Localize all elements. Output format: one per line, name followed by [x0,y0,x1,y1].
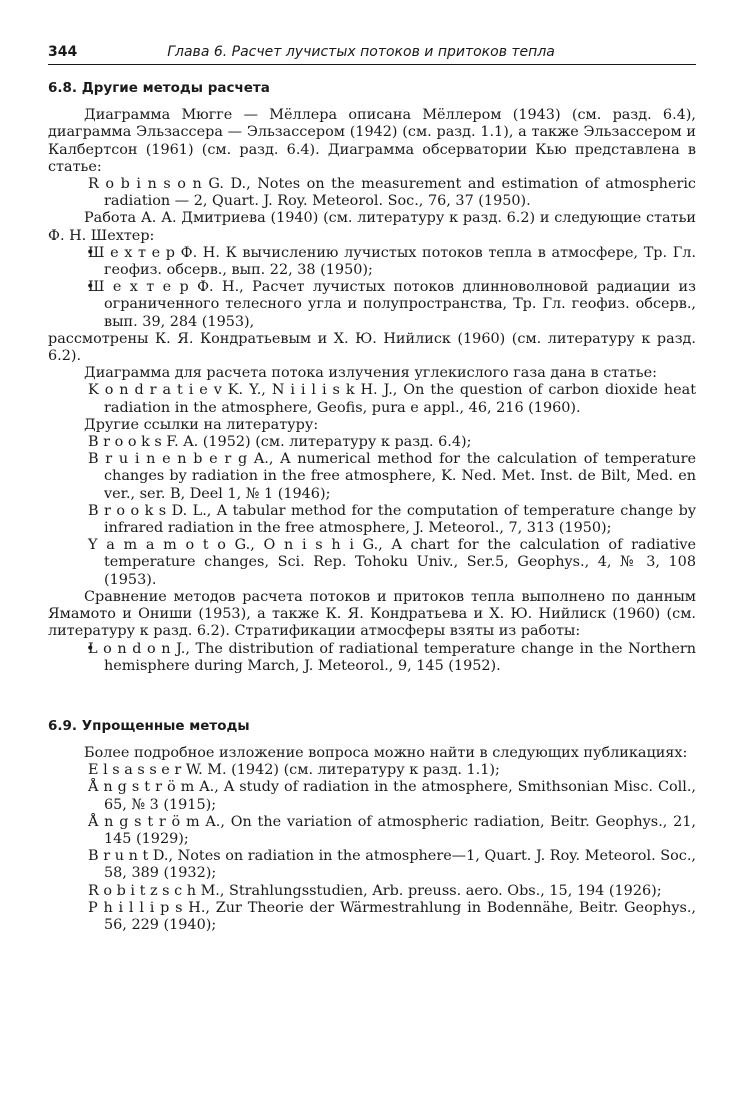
reference-text: K. Y., [221,382,272,399]
reference-item [48,382,696,416]
reference-text: Ф. Н., Расчет лучистых потоков длинноволновой радиации из ограниченного телесного угла и полупространства, Тр. Гл. геофиз. обсерв., вып. 39, 284 (1953), [104,279,696,330]
reference-item [48,641,696,675]
reference-author: R o b i t z s c h [88,882,196,899]
reference-text: J., The distribution of radiational temperature change in the Northern hemisphere during March, J. Meteorol., 9, 145 (1952). [104,640,696,674]
reference-item [48,762,696,779]
paragraph: Сравнение методов расчета потоков и притоков тепла выполнено по данным Ямамото и Ониши (1953), а также К. Я. Кондратьева и Х. Ю. Нийлиск (1960) (см. литературу к разд. 6.2). Стратификации атмосферы взяты из работы: [48,588,696,640]
reference-text: A., A study of radiation in the atmosphere, Smithsonian Misc. Coll., 65, № 3 (1915); [104,779,696,813]
reference-item [48,900,696,934]
reference-author: R o b i n s o n [88,176,202,193]
reference-text: H., Zur Theorie der Wärmestrahlung in Bodennähe, Beitr. Geophys., 56, 229 (1940); [104,899,696,933]
book-page [48,44,696,934]
reference-text: D., Notes on radiation in the atmosphere—1, Quart. J. Roy. Meteorol. Soc., 58, 389 (1932); [104,848,696,882]
paragraph: Более подробное изложение вопроса можно найти в следующих публикациях: [84,744,688,761]
reference-text: Ф. Н. К вычислению лучистых потоков тепла в атмосфере, Тр. Гл. геофиз. обсерв., вып. 22, 38 (1950); [104,244,696,279]
paragraph: рассмотрены К. Я. Кондратьевым и Х. Ю. Нийлиск (1960) (см. литературу к разд. 6.2). [48,330,696,365]
reference-item [48,883,696,900]
reference-item [48,279,696,331]
page-number: 344 [48,44,78,60]
reference-author: Å n g s t r ö m [88,813,200,830]
reference-item [48,779,696,813]
paragraph: Диаграмма Мюгге — Мёллера описана Мёллером (1943) (см. разд. 6.4), диаграмма Эльзассера — Эльзассером (1942) (см. разд. 1.1), а также Эльзассером и Калбертсон (1961) (см. разд. 6.4). Диаграмма обсерватории Кью представлена в статье: [48,107,696,175]
reference-text: F. A. (1952) (см. литературу к разд. 6.4); [161,434,472,451]
reference-author: B r o o k s [88,502,167,519]
paragraph: Диаграмма для расчета потока излучения углекислого газа дана в статье: [84,365,657,382]
reference-item [48,537,696,589]
reference-author: Ш е х т е р [88,279,189,296]
reference-text: G. D., Notes on the measurement and estimation of atmospheric radiation — 2, Quart. J. Roy. Meteorol. Soc., 76, 37 (1950). [104,176,696,210]
running-header [48,44,696,65]
reference-author: Y a m a m o t o [88,537,226,554]
reference-item [48,848,696,882]
section-heading-6-8: 6.8. Другие методы расчета [48,80,270,97]
section-heading-6-9: 6.9. Упрощенные методы [48,717,250,734]
reference-text: G., A chart for the calculation of radiative temperature changes, Sci. Rep. Tohoku Univ., Ser.5, Geophys., 4, № 3, 108 (1953). [104,537,696,588]
reference-text: D. L., A tabular method for the computation of temperature change by infrared radiation in the free atmosphere, J. Meteorol., 7, 313 (1950); [104,502,696,537]
reference-text: G., [225,537,264,554]
reference-text: A., On the variation of atmospheric radiation, Beitr. Geophys., 21, 145 (1929); [104,813,696,847]
reference-text: W. M. (1942) (см. литературу к разд. 1.1); [181,762,500,779]
reference-item [48,434,696,451]
running-title: Глава 6. Расчет лучистых потоков и притоков тепла [167,44,555,60]
reference-author: B r o o k s [88,434,162,451]
reference-text: A., A numerical method for the calculation of temperature changes by radiation in the free atmosphere, K. Ned. Met. Inst. de Bilt, Med. en ver., ser. B, Deel 1, № 1 (1946); [104,451,696,502]
paragraph: Работа А. А. Дмитриева (1940) (см. литературу к разд. 6.2) и следующие статьи Ф. Н. Шехтер: [48,210,696,244]
reference-author: P h i l l i p s [88,899,183,916]
reference-item [48,503,696,537]
reference-item [48,451,696,503]
reference-author: B r u i n e n b e r g [88,451,248,468]
reference-author: E l s a s s e r [88,762,182,779]
reference-author: O n i s h i [263,537,354,554]
reference-author: Ш е х т е р [88,244,175,261]
reference-item [48,814,696,848]
reference-item [48,176,696,210]
reference-author: B r u n t [88,848,149,865]
reference-author: Å n g s t r ö m [88,779,195,796]
paragraph: Другие ссылки на литературу: [84,416,319,433]
reference-item [48,245,696,279]
reference-author: L o n d o n [88,640,171,657]
reference-author: K o n d r a t i e v [88,382,222,399]
reference-text: H. J., On the question of carbon dioxide heat radiation in the atmosphere, Geofis, pura e appl., 46, 216 (1960). [104,382,697,416]
reference-text: M., Strahlungsstudien, Arb. preuss. aero. Obs., 15, 194 (1926); [196,882,662,899]
reference-author: N i i l i s k [271,382,355,399]
